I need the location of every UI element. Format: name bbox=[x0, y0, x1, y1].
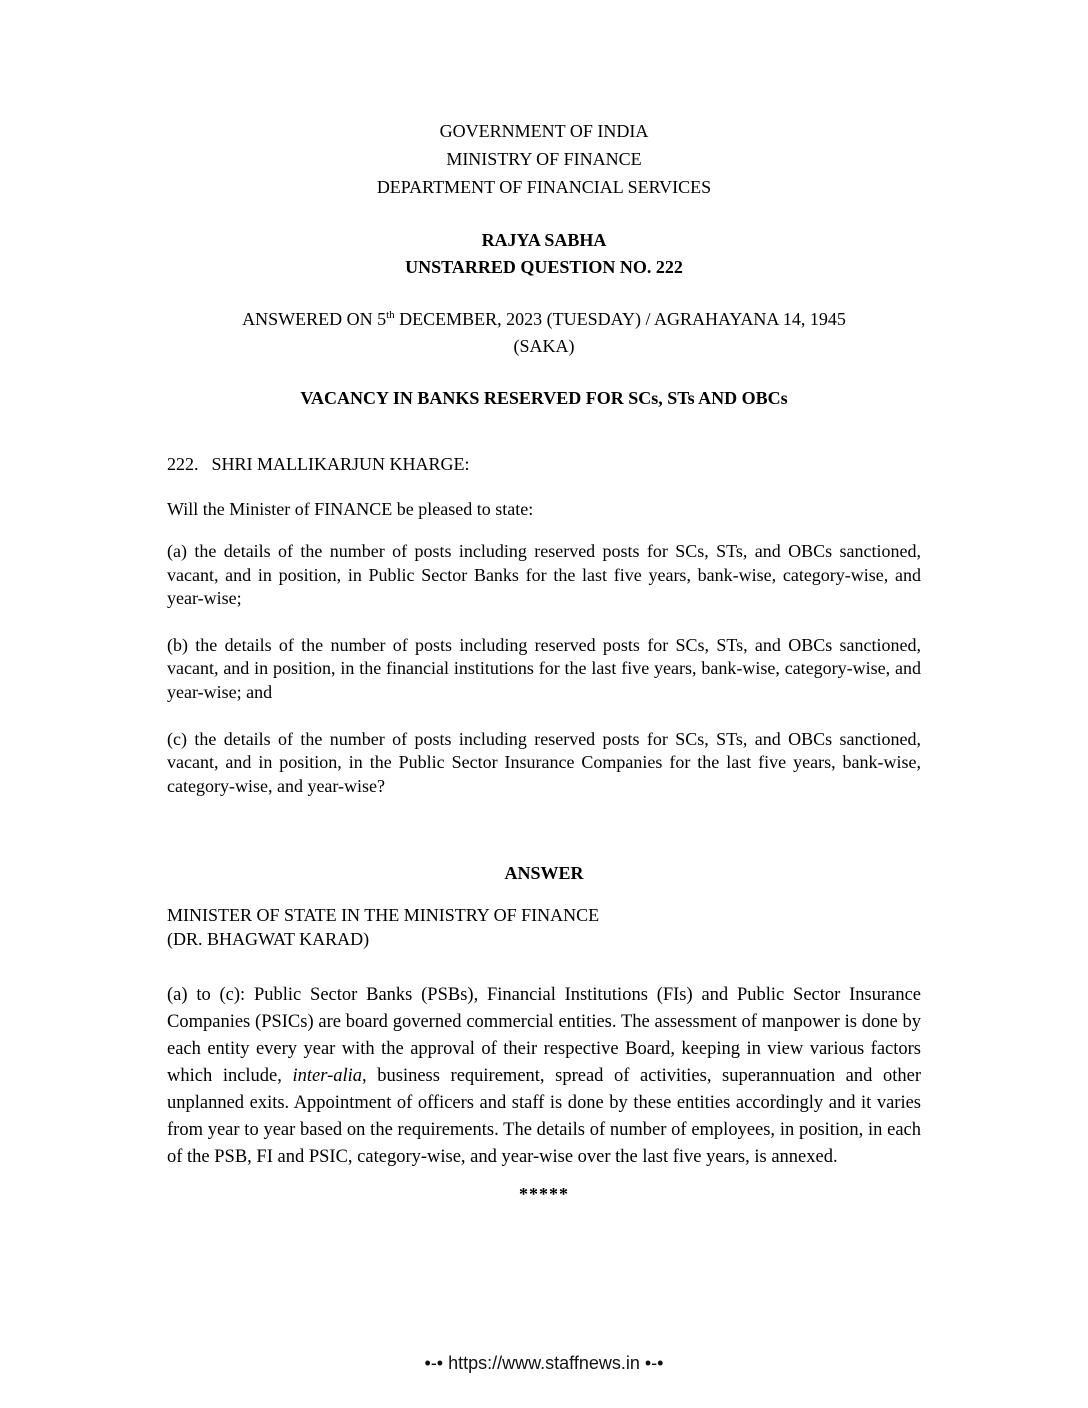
answer-heading: ANSWER bbox=[504, 863, 584, 884]
question-number-heading: UNSTARRED QUESTION NO. 222 bbox=[405, 257, 683, 277]
ordinal-superscript: th bbox=[386, 309, 395, 321]
answer-italic-term: inter-alia bbox=[292, 1066, 363, 1087]
question-number-line bbox=[167, 452, 921, 476]
question-intro: Will the Minister of FINANCE be pleased to state: bbox=[167, 499, 534, 519]
answer-text-after: , business requirement, spread of activities, superannuation and other unplanned exits. Appointment of officers and staff is done by these entities accordingly and it varies from year to year based on the requirements. The details of number of employees, in position, in each of the PSB, FI and PSIC, category-wise, and year-wise over the last five years, is annexed. bbox=[167, 1066, 921, 1167]
minister-name: (DR. BHAGWAT KARAD) bbox=[167, 929, 370, 950]
document-content bbox=[0, 117, 1088, 1205]
answer-text-before: (a) to (c): Public Sector Banks (PSBs), Financial Institutions (FIs) and Public Sector Insurance Companies (PSICs) are board governed commercial entities. The assessment of manpower is done by each entity every year with the approval of their respective Board, keeping in view various factors which include, bbox=[167, 985, 921, 1087]
answer-body bbox=[167, 982, 921, 1170]
minister-block bbox=[167, 903, 921, 951]
question-part-b: (b) the details of the number of posts including reserved posts for SCs, STs, and OBCs sanctioned, vacant, and in position, in the financial institutions for the last five years, bank-wise, category-wise, and year-wise; and bbox=[167, 634, 921, 702]
header-government-of-india: GOVERNMENT OF INDIA bbox=[439, 121, 649, 141]
question-part-c: (c) the details of the number of posts including reserved posts for SCs, STs, and OBCs sanctioned, vacant, and in position, in the Public Sector Insurance Companies for the last five years, bank-wise, category-wise, and year-wise? bbox=[167, 728, 921, 796]
question-asker: SHRI MALLIKARJUN KHARGE: bbox=[211, 454, 470, 474]
question-part-a: (a) the details of the number of posts including reserved posts for SCs, STs, and OBCs sanctioned, vacant, and in position, in Public Sector Banks for the last five years, bank-wise, category-wise, and year-wise; bbox=[167, 541, 921, 609]
answered-on-line bbox=[167, 306, 921, 333]
answered-on-prefix: ANSWERED ON 5 bbox=[242, 309, 387, 329]
minister-title: MINISTER OF STATE IN THE MINISTRY OF FINANCE bbox=[167, 905, 600, 926]
page-footer: •-• https://www.staffnews.in •-• bbox=[424, 1353, 664, 1373]
saka-line: (SAKA) bbox=[513, 336, 575, 356]
header-ministry: MINISTRY OF FINANCE bbox=[446, 149, 642, 169]
house-block bbox=[167, 227, 921, 281]
house-name: RAJYA SABHA bbox=[481, 230, 607, 250]
government-header bbox=[167, 117, 921, 201]
end-marker-asterisks: ***** bbox=[519, 1183, 569, 1204]
header-department: DEPARTMENT OF FINANCIAL SERVICES bbox=[376, 177, 712, 197]
question-number: 222. bbox=[167, 454, 199, 474]
answered-on-suffix: DECEMBER, 2023 (TUESDAY) / AGRAHAYANA 14, 1945 bbox=[394, 309, 846, 329]
subject-title: VACANCY IN BANKS RESERVED FOR SCs, STs AND OBCs bbox=[300, 388, 788, 408]
answered-on-block bbox=[167, 306, 921, 360]
